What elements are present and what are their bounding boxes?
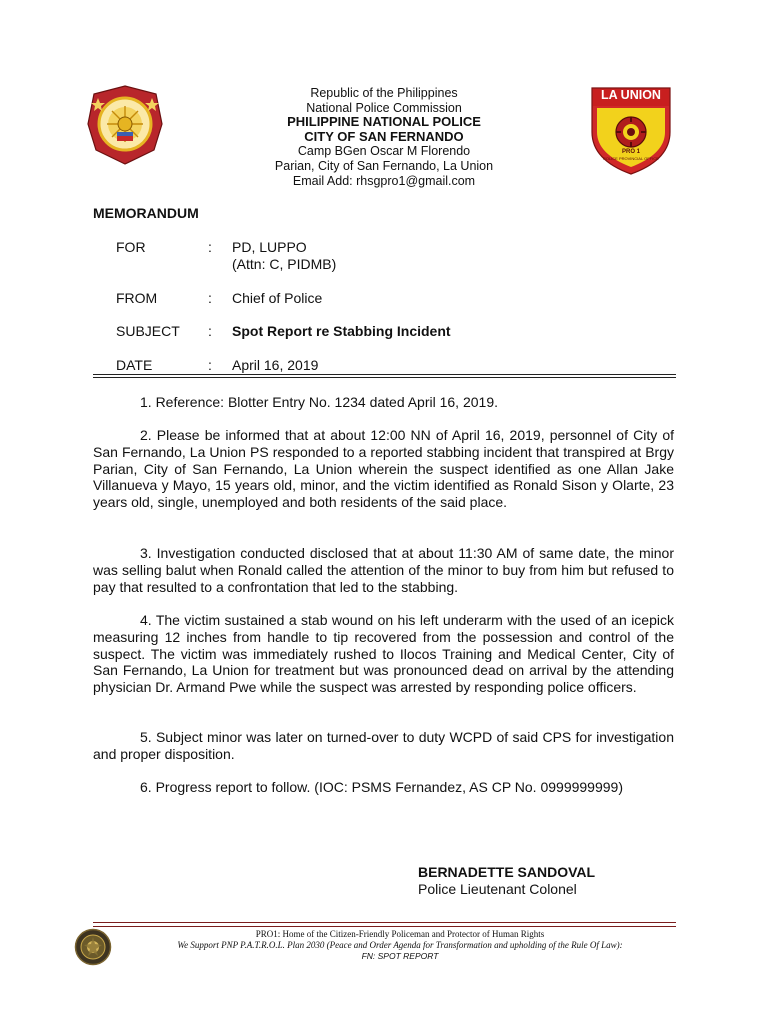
from-label: FROM: [116, 290, 158, 306]
header-divider-bottom: [93, 377, 676, 378]
la-union-badge-caption: POLICE PROVINCIAL OFFICE: [603, 156, 659, 161]
header-napolcom: National Police Commission: [306, 100, 462, 115]
paragraph-6: 6. Progress report to follow. (IOC: PSMS Fernandez, AS CP No. 0999999999): [140, 779, 623, 795]
signatory-rank: Police Lieutenant Colonel: [418, 881, 577, 897]
header-camp: Camp BGen Oscar M Florendo: [297, 144, 471, 159]
header-pnp: PHILIPPINE NATIONAL POLICE: [287, 114, 481, 130]
for-value-2: (Attn: C, PIDMB): [232, 256, 337, 272]
subject-colon: :: [208, 323, 212, 339]
date-value: April 16, 2019: [232, 357, 319, 373]
from-value: Chief of Police: [232, 290, 323, 306]
for-colon: :: [208, 239, 212, 255]
header-divider-top: [93, 374, 676, 375]
paragraph-1: 1. Reference: Blotter Entry No. 1234 dated April 16, 2019.: [140, 394, 498, 410]
letterhead: [0, 86, 768, 188]
la-union-badge-sub: PRO 1: [621, 149, 640, 155]
footer-seal-icon: [74, 928, 112, 966]
footer-filename: FN: SPOT REPORT: [361, 951, 439, 961]
for-value-1: PD, LUPPO: [232, 239, 307, 255]
header-email: Email Add: rhsgpro1@gmail.com: [292, 173, 476, 188]
signatory-name: BERNADETTE SANDOVAL: [418, 864, 596, 880]
paragraph-2: 2. Please be informed that at about 12:00 NN of April 16, 2019, personnel of City of San Fernando, La Union PS responded to a reported stabbing incident that transpired at Brgy Parian, City of San Fernando, La Union wherein the suspect identified as one Allan Jake Villanueva y Mayo, 15 years old, minor, and the victim identified as Ronald Sison y Olarte, 23 years old, single, unemployed and both residents of the said place.: [93, 427, 674, 511]
header-republic: Republic of the Philippines: [310, 86, 458, 100]
date-colon: :: [208, 357, 212, 373]
from-colon: :: [208, 290, 212, 306]
footer-patrol-plan: We Support PNP P.A.T.R.O.L. Plan 2030 (Peace and Order Agenda for Transformation and upholding of the Rule Of Law):: [177, 940, 623, 950]
date-label: DATE: [116, 357, 153, 373]
header-address: Parian, City of San Fernando, La Union: [274, 158, 494, 173]
header-city: CITY OF SAN FERNANDO: [304, 128, 464, 144]
paragraph-3: 3. Investigation conducted disclosed that at about 11:30 AM of same date, the minor was selling balut when Ronald called the attention of the minor to buy from him but refused to pay that resulted to a confrontation that led to the stabbing.: [93, 545, 674, 595]
la-union-badge-title: LA UNION: [601, 88, 661, 102]
for-label: FOR: [116, 239, 146, 255]
footer-motto: PRO1: Home of the Citizen-Friendly Policeman and Protector of Human Rights: [255, 929, 545, 939]
footer-divider-top: [93, 922, 676, 923]
subject-label: SUBJECT: [116, 323, 180, 339]
paragraph-4: 4. The victim sustained a stab wound on his left underarm with the used of an icepick measuring 12 inches from handle to tip recovered from the possession and control of the suspect. The victim was immediately rushed to Ilocos Training and Medical Center, City of San Fernando, La Union for treatment but was pronounced dead on arrival by the attending physician Dr. Armand Pwe while the suspect was arrested by responding police officers.: [93, 612, 674, 696]
memo-title: MEMORANDUM: [93, 205, 199, 221]
paragraph-5: 5. Subject minor was later on turned-over to duty WCPD of said CPS for investigation and proper disposition.: [93, 729, 674, 762]
subject-value: Spot Report re Stabbing Incident: [232, 323, 451, 339]
footer-divider-bottom: [93, 926, 676, 927]
